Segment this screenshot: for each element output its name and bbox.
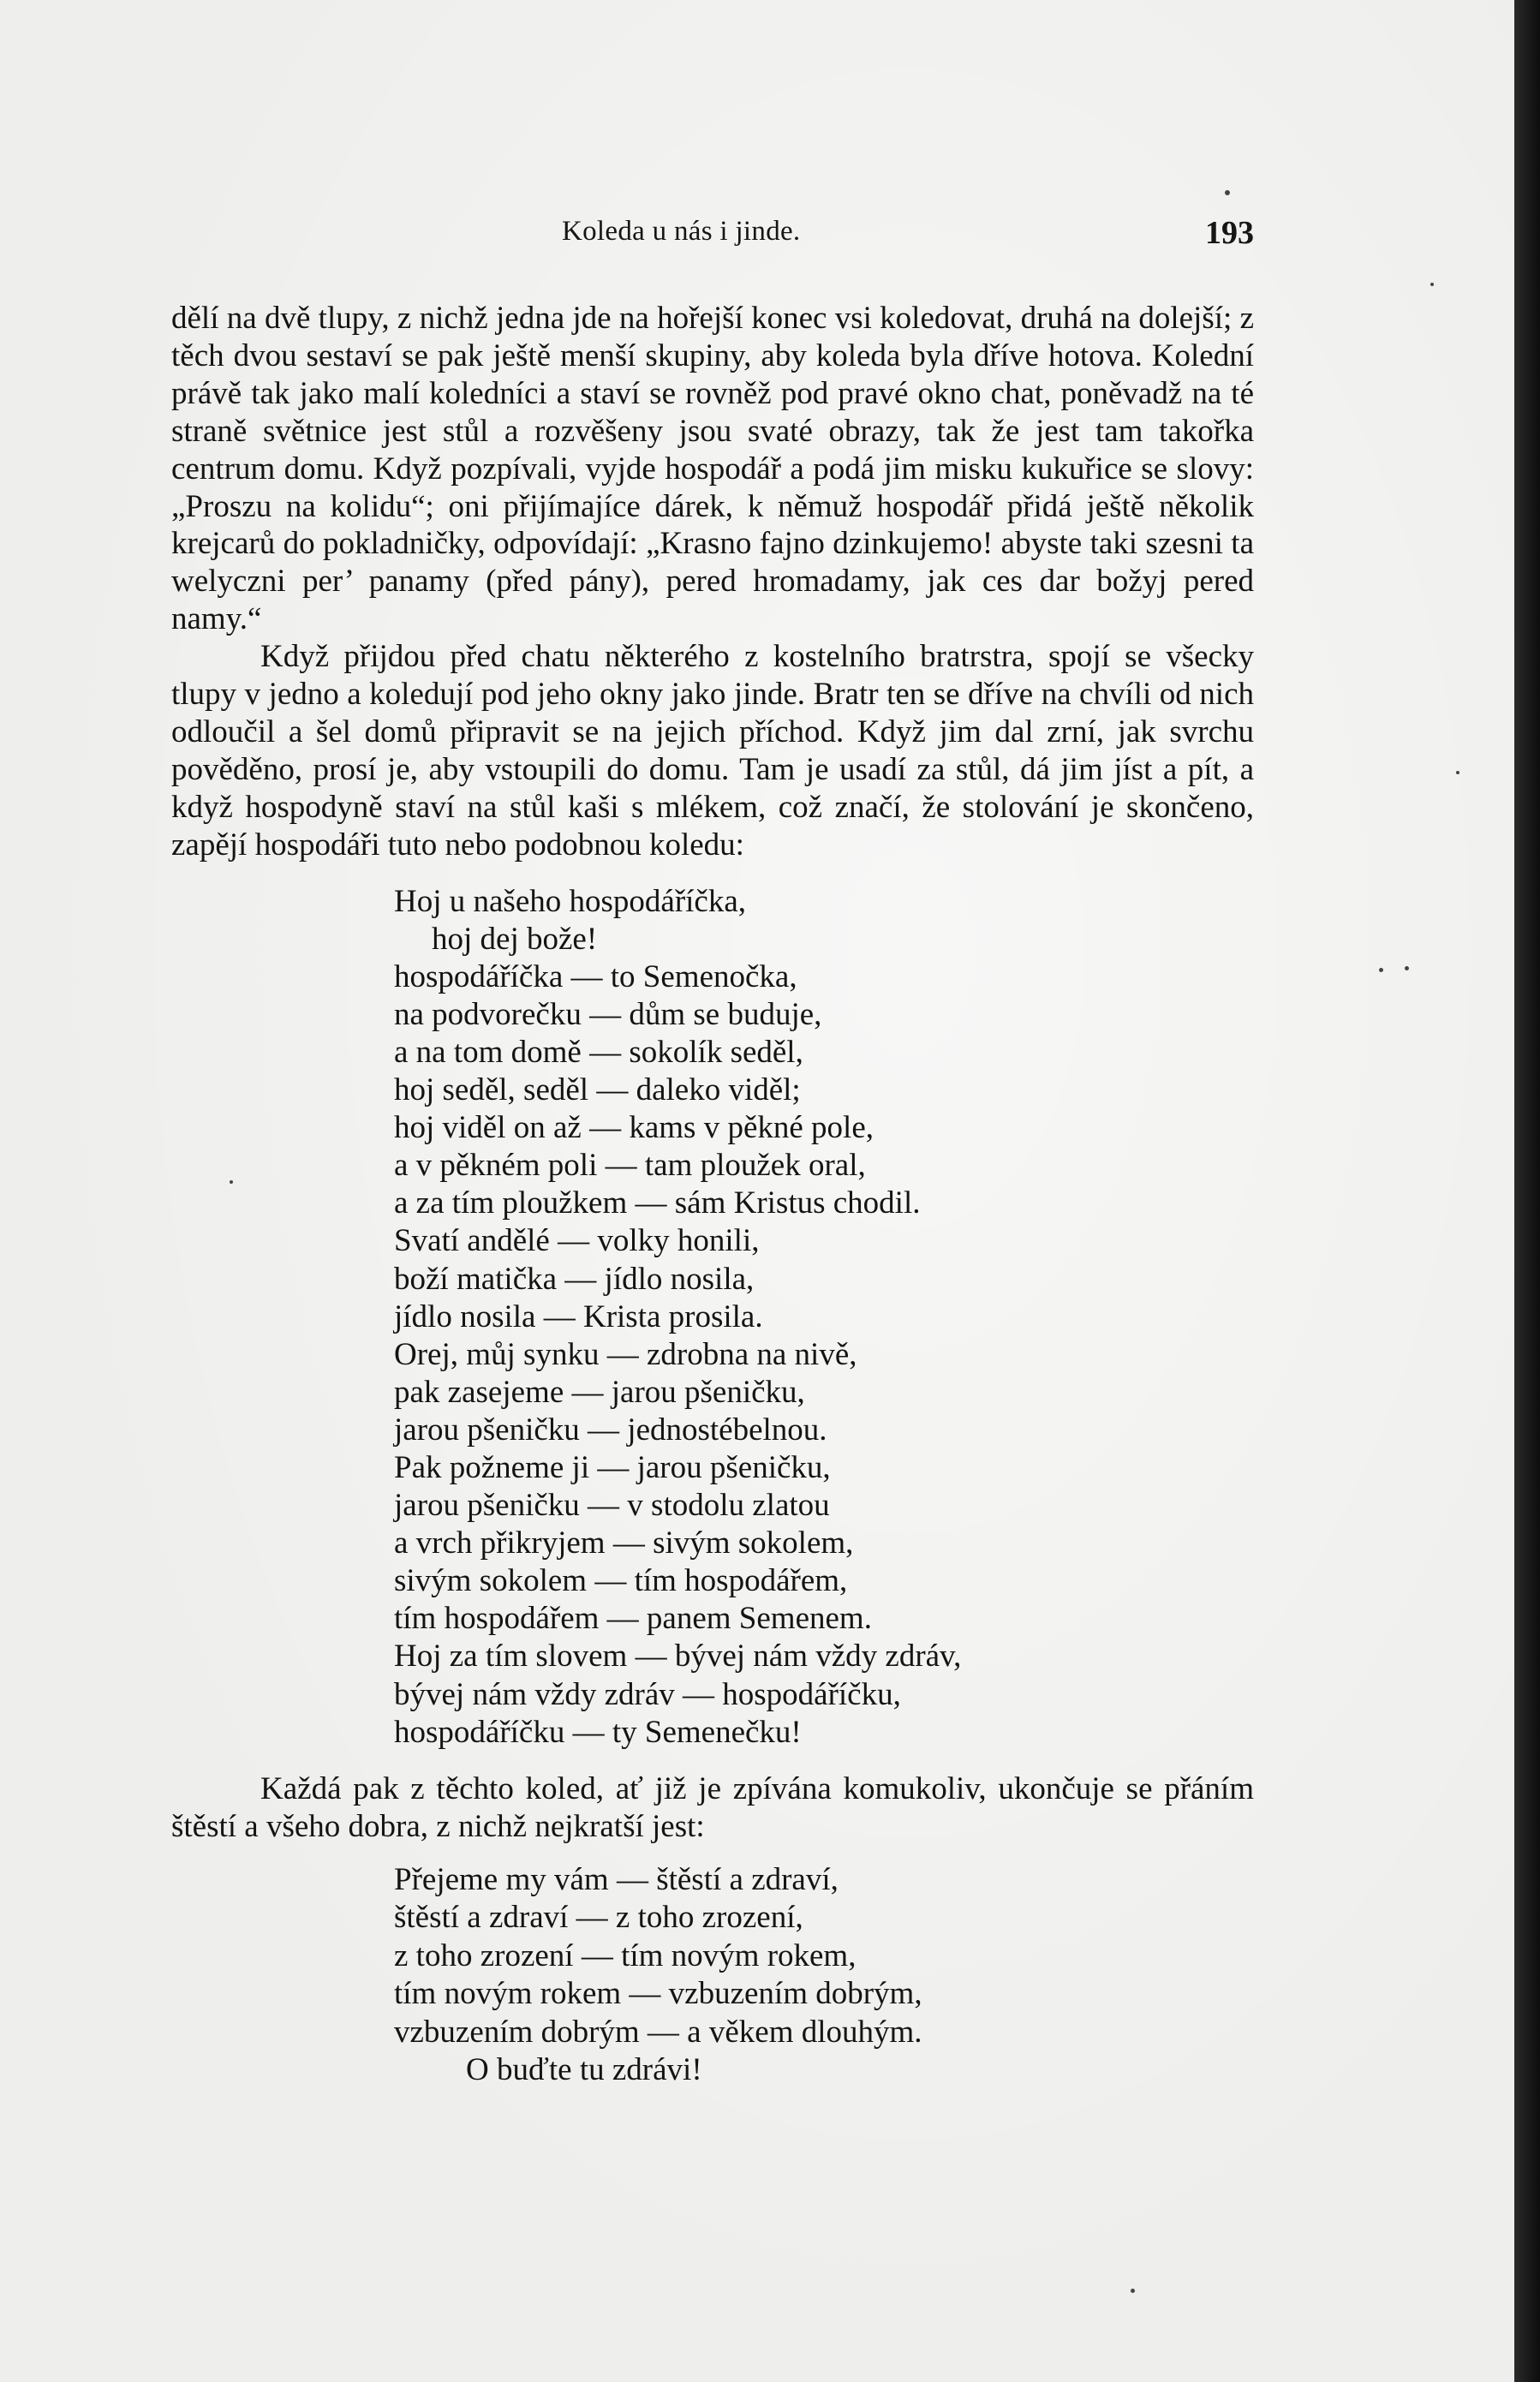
paper-speck [1379, 968, 1383, 972]
paper-speck [1430, 283, 1434, 286]
verse-line: jarou pšeničku — jednostébelnou. [394, 1412, 827, 1448]
verse-line: Orej, můj synku — zdrobna na nivě, [394, 1336, 857, 1372]
paper-speck [1225, 190, 1230, 195]
page-body [171, 300, 1254, 2090]
verse-line: boží matička — jídlo nosila, [394, 1261, 755, 1297]
paper-speck [1405, 966, 1409, 970]
paper-speck [1456, 771, 1459, 774]
verse-line: Pak požneme ji — jarou pšeničku, [394, 1450, 831, 1485]
verse-line: pak zasejeme — jarou pšeničku, [394, 1374, 805, 1410]
verse-line: a v pěkném poli — tam ploužek oral, [394, 1148, 866, 1184]
paragraph-1: dělí na dvě tlupy, z nichž jedna jde na hořejší konec vsi koledovat, druhá na dolejší; z těch dvou sestaví se pak ještě menší skupiny, aby koleda byla dříve hotova. Kolední právě tak jako malí koledníci a staví se rovněž pod pravé okno chat, poněvadž na té straně světnice jest stůl a rozvěšeny jsou svaté obrazy, tak že jest tam takořka centrum domu. Když pozpívali, vyjde hospodář a podá jim misku kukuřice se slovy: „Proszu na kolidu“; oni přijímajíce dárek, k němuž hospodář přidá ještě několik krejcarů do pokladničky, odpovídají: „Krasno fajno dzinkujemo! abyste taki szesni ta welyczni per’ panamy (před pány), pered hromadamy, jak ces dar božyj pered namy.“ [171, 301, 1254, 637]
carol-verse-one [394, 883, 1254, 1752]
verse-line: z toho zrození — tím novým rokem, [394, 1937, 857, 1973]
verse-line: hospodáříčka — to Semenočka, [394, 958, 797, 994]
book-edge-shadow [1514, 0, 1540, 2382]
verse-line: a za tím ploužkem — sám Kristus chodil. [394, 1185, 921, 1221]
verse-line: a vrch přikryjem — sivým sokolem, [394, 1525, 854, 1561]
page-header [171, 216, 1254, 259]
verse-line: sivým sokolem — tím hospodářem, [394, 1563, 848, 1599]
paragraph-3: Každá pak z těchto koled, ať již je zpívána komukoliv, ukončuje se přáním štěstí a všeho dobra, z nichž nejkratší jest: [171, 1770, 1254, 1844]
verse-line: na podvorečku — dům se buduje, [394, 996, 822, 1032]
page-number: 193 [1205, 215, 1254, 251]
verse-line: Svatí andělé — volky honili, [394, 1223, 760, 1259]
verse-line: štěstí a zdraví — z toho zrození, [394, 1900, 803, 1936]
verse-line: Hoj za tím slovem — bývej nám vždy zdráv, [394, 1639, 962, 1675]
paper-speck [230, 1180, 233, 1184]
verse-line: a na tom domě — sokolík seděl, [394, 1034, 803, 1070]
verse-line: hospodáříčku — ty Semenečku! [394, 1714, 802, 1750]
verse-line: O buďte tu zdrávi! [466, 2052, 702, 2088]
verse-line: hoj dej bože! [432, 921, 598, 957]
verse-line: hoj viděl on až — kams v pěkné pole, [394, 1110, 874, 1146]
verse-line: Hoj u našeho hospodáříčka, [394, 883, 747, 919]
verse-line: tím novým rokem — vzbuzením dobrým, [394, 1976, 922, 2012]
verse-line: jarou pšeničku — v stodolu zlatou [394, 1488, 830, 1524]
verse-line: jídlo nosila — Krista prosila. [394, 1298, 763, 1334]
verse-line: bývej nám vždy zdráv — hospodáříčku, [394, 1676, 901, 1712]
verse-line: tím hospodářem — panem Semenem. [394, 1601, 872, 1637]
carol-verse-two [394, 1861, 1254, 2090]
paper-speck [1131, 2289, 1135, 2293]
verse-line: Přejeme my vám — štěstí a zdraví, [394, 1861, 839, 1897]
paragraph-2: Když přijdou před chatu některého z kostelního bratrstra, spojí se všecky tlupy v jedno a koledují pod jeho okny jako jinde. Bratr ten se dříve na chvíli od nich odloučil a šel domů připravit se na jejich příchod. Když jim dal zrní, jak svrchu pověděno, prosí je, aby vstoupili do domu. Tam je usadí za stůl, dá jim jíst a pít, a když hospodyně staví na stůl kaši s mlékem, což značí, že stolování je skončeno, zapějí hospodáři tuto nebo podobnou koledu: [171, 639, 1254, 863]
verse-line: vzbuzením dobrým — a věkem dlouhým. [394, 2014, 922, 2050]
verse-line: hoj seděl, seděl — daleko viděl; [394, 1072, 801, 1108]
running-title: Koleda u nás i jinde. [562, 216, 801, 247]
